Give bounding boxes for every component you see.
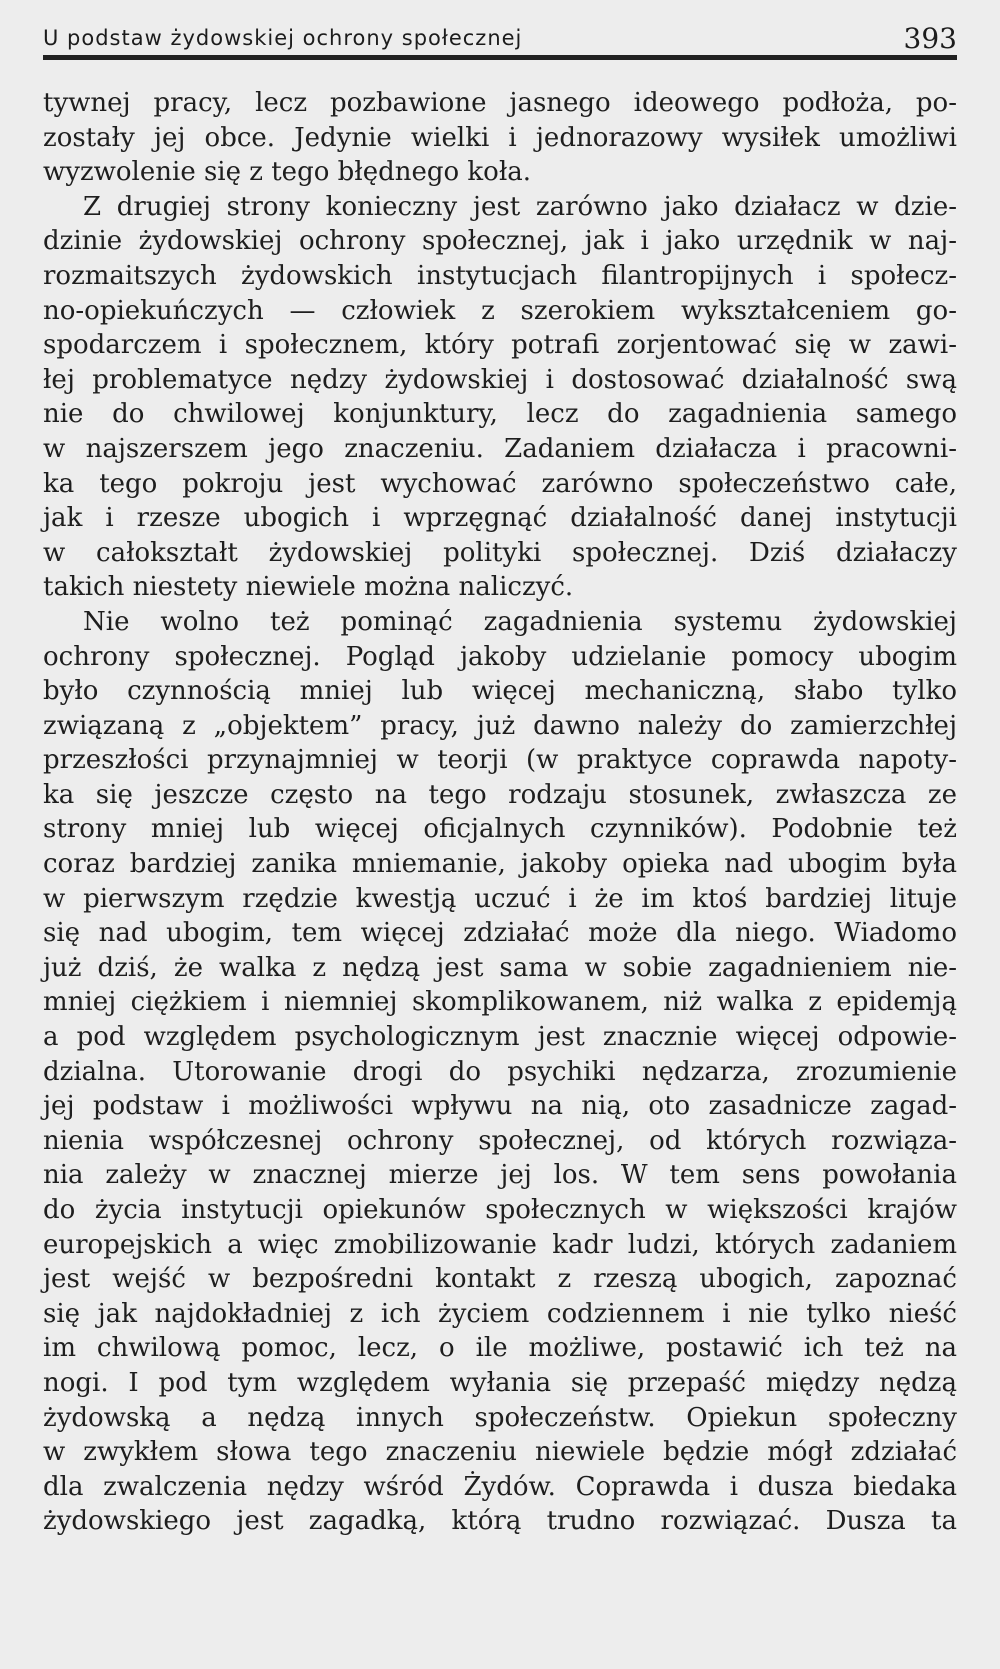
text-line: nia zależy w znacznej mierze jej los. W tem sens powołania <box>43 1160 957 1191</box>
text-line: w zwykłem słowa tego znaczeniu niewiele będzie mógł zdziałać <box>43 1437 957 1468</box>
text-line: mniej ciężkiem i niemniej skomplikowanem, niż walka z epidemją <box>43 987 957 1018</box>
text-line: było czynnością mniej lub więcej mechaniczną, słabo tylko <box>43 676 957 707</box>
text-line: żydowskiego jest zagadką, którą trudno rozwiązać. Dusza ta <box>43 1506 957 1537</box>
text-line: ka się jeszcze często na tego rodzaju stosunek, zwłaszcza ze <box>43 779 957 810</box>
text-line: rozmaitszych żydowskich instytucjach filantropijnych i społecz- <box>43 260 957 291</box>
text-line: jest wejść w bezpośredni kontakt z rzeszą ubogich, zapoznać <box>43 1264 957 1295</box>
text-line: w całokształt żydowskiej polityki społecznej. Dziś działaczy <box>43 537 957 568</box>
text-line: dla zwalczenia nędzy wśród Żydów. Coprawda i dusza biedaka <box>43 1471 957 1502</box>
text-line: w najszerszem jego znaczeniu. Zadaniem działacza i pracowni- <box>43 433 957 464</box>
text-line: wyzwolenie się z tego błędnego koła. <box>43 157 532 188</box>
text-line: no-opiekuńczych — człowiek z szerokiem wykształceniem go- <box>43 295 957 326</box>
text-line: nogi. I pod tym względem wyłania się przepaść między nędzą <box>43 1367 957 1398</box>
text-line: Z drugiej strony konieczny jest zarówno jako działacz w dzie- <box>83 191 957 222</box>
text-line: nie do chwilowej konjunktury, lecz do zagadnienia samego <box>43 399 957 430</box>
text-line: dzialna. Utorowanie drogi do psychiki nędzarza, zrozumienie <box>43 1056 957 1087</box>
text-line: europejskich a więc zmobilizowanie kadr ludzi, których zadaniem <box>43 1229 957 1260</box>
text-line: łej problematyce nędzy żydowskiej i dostosować działalność swą <box>43 364 957 395</box>
text-line: do życia instytucji opiekunów społecznych w większości krajów <box>43 1195 957 1225</box>
text-line: w pierwszym rzędzie kwestją uczuć i że im ktoś bardziej lituje <box>43 883 957 914</box>
text-line: tywnej pracy, lecz pozbawione jasnego ideowego podłoża, po- <box>43 88 957 118</box>
text-line: ka tego pokroju jest wychować zarówno społeczeństwo całe, <box>43 468 957 499</box>
text-line: jak i rzesze ubogich i wprzęgnąć działalność danej instytucji <box>43 503 957 534</box>
text-line: się nad ubogim, tem więcej zdziałać może dla niego. Wiadomo <box>43 918 957 949</box>
text-line: takich niestety niewiele można naliczyć. <box>43 572 574 603</box>
text-line: strony mniej lub więcej oficjalnych czynników). Podobnie też <box>43 814 957 845</box>
text-line: ochrony społecznej. Pogląd jakoby udzielanie pomocy ubogim <box>43 641 957 672</box>
running-title: U podstaw żydowskiej ochrony społecznej <box>43 26 523 50</box>
text-line: nienia współczesnej ochrony społecznej, od których rozwiąza- <box>43 1125 957 1156</box>
text-line: żydowską a nędzą innych społeczeństw. Opiekun społeczny <box>43 1402 957 1433</box>
text-line: jej podstaw i możliwości wpływu na nią, oto zasadnicze zagad- <box>43 1091 957 1122</box>
body-text <box>43 86 957 1539</box>
text-line: związaną z „objektem” pracy, już dawno należy do zamierzchłej <box>43 710 957 741</box>
text-line: Nie wolno też pominąć zagadnienia systemu żydowskiej <box>83 606 957 637</box>
text-line: coraz bardziej zanika mniemanie, jakoby opieka nad ubogim była <box>43 849 957 880</box>
text-line: spodarczem i społecznem, który potrafi zorjentować się w zawi- <box>43 330 957 361</box>
text-line: już dziś, że walka z nędzą jest sama w sobie zagadnieniem nie- <box>43 952 957 983</box>
text-line: się jak najdokładniej z ich życiem codziennem i nie tylko nieść <box>43 1298 957 1329</box>
text-line: przeszłości przynajmniej w teorji (w praktyce coprawda napoty- <box>43 745 957 776</box>
text-line: zostały jej obce. Jedynie wielki i jednorazowy wysiłek umożliwi <box>43 122 957 153</box>
text-line: im chwilową pomoc, lecz, o ile możliwe, postawić ich też na <box>43 1333 957 1364</box>
page-number: 393 <box>903 22 957 55</box>
text-line: dzinie żydowskiej ochrony społecznej, jak i jako urzędnik w naj- <box>43 226 957 257</box>
header-rule <box>43 55 957 60</box>
text-line: a pod względem psychologicznym jest znacznie więcej odpowie- <box>43 1022 957 1053</box>
